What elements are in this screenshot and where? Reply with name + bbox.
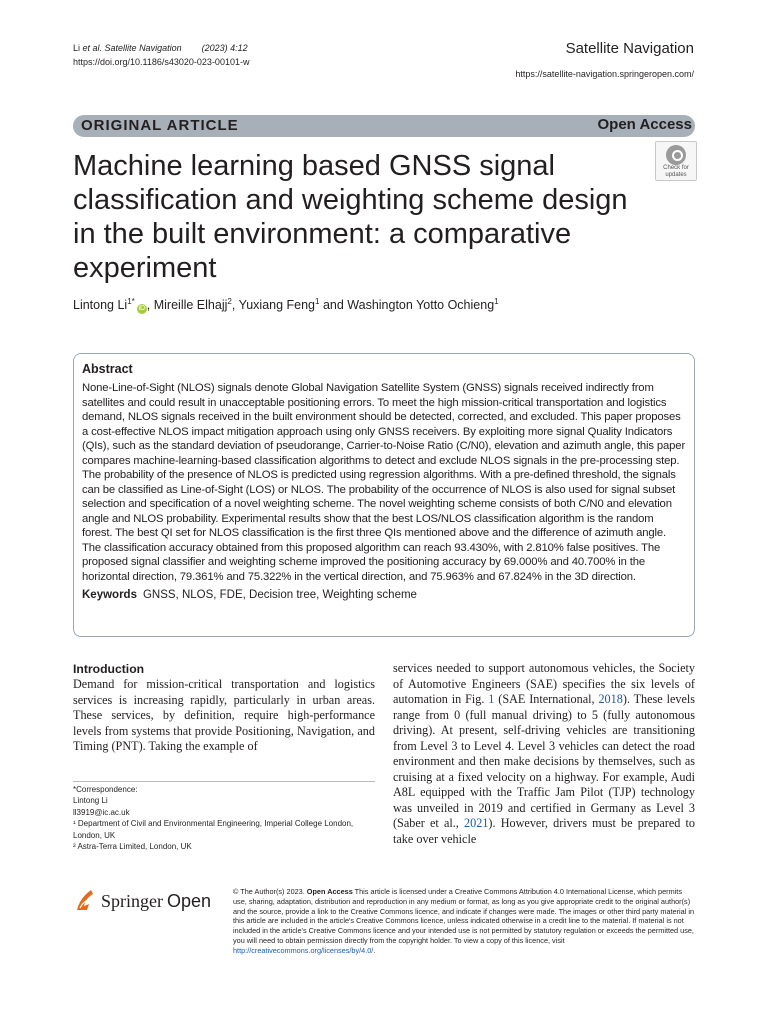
paper-title: Machine learning based GNSS signal classification and weighting scheme design in the built environment: a comparative experiment xyxy=(73,150,628,284)
license-text: © The Author(s) 2023. Open Access This article is licensed under a Creative Commons Attribution 4.0 International License, which permits use, sharing, adaptation, distribution and reproduction in any medium or format, as long as you give appropriate credit to the original author(s) and the source, provide a link to the Creative Commons licence, and indicate if changes were made. The images or other third party material in this article are included in the article's Creative Commons licence, unless indicated otherwise in a credit line to the material. If material is not included in the article's Creative Commons licence and your intended use is not permitted by statutory regulation or exceeds the permitted use, you will need to obtain permission directly from the copyright holder. To view a copy of this licence, visit http://creativecommons.org/licenses/by/4.0/. xyxy=(233,887,695,955)
article-type-banner xyxy=(73,115,695,137)
abstract-box xyxy=(73,353,695,637)
affiliation-2: ² Astra-Terra Limited, London, UK xyxy=(73,842,192,852)
author-name[interactable]: Mireille Elhajj xyxy=(153,298,228,313)
reference-link[interactable]: 2018 xyxy=(598,692,623,706)
author-list: Lintong $Li^{1*}iD$ , Mireille Elhajj$^2$, Yuxiang Feng$^1$ and Washington Yotto Ochieng$^1$ xyxy=(73,297,499,313)
publisher-name: Springer xyxy=(101,891,163,911)
keywords-label: Keywords xyxy=(82,589,137,601)
springer-horse-icon xyxy=(73,886,97,914)
figure-link[interactable]: 1 xyxy=(488,692,495,706)
citation-authors: Li xyxy=(73,43,81,53)
footnotes: *Correspondence: Lintong Li ll3919@ic.ac.uk ¹ Department of Civil and Environmental Engineering, Imperial College London, London, UK ² Astra-Terra Limited, London, UK xyxy=(73,784,375,852)
citation-journal: et al. Satellite Navigation xyxy=(82,43,182,53)
footnote-divider xyxy=(73,781,375,782)
abstract-text: None-Line-of-Sight (NLOS) signals denote Global Navigation Satellite System (GNSS) signals received indirectly from satellites and could result in unacceptable positioning errors. To meet the high mission-critical transportation and logistics demand, NLOS signals received in the built environment should be detected, corrected, and excluded. This paper proposes a cost-effective NLOS impact mitigation approach using only GNSS receivers. By exploiting more signal Quality Indicators (QIs), such as the standard deviation of pseudorange, Carrier-to-Noise Ratio (C/N0), elevation and azimuth angle, this paper compares machine-learning-based classification algorithms to detect and exclude NLOS signals in the pre-processing step. The probability of the presence of NLOS is predicted using regression algorithms. With a pre-defined threshold, the signals can be classified as Line-of-Sight (LOS) or NLOS. The probability of the occurrence of NLOS is also used for signal subset selection and specification of a novel weighting scheme. The novel weighting scheme consists of both C/N0 and elevation angle and NLOS probability. Experimental results show that the best LOS/NLOS classification algorithm is the random forest. The best QI set for NLOS classification is the first three QIs mentioned above and the difference of azimuth angle. The classification accuracy obtained from this proposed algorithm can reach 93.430%, with 2.810% false positives. The proposed signal classifier and weighting scheme improved the positioning accuracy by 69.000% and 40.700% in the horizontal direction, 79.361% and 75.322% in the vertical direction, and 75.963% and 67.824% in the 3D direction. xyxy=(82,382,686,583)
intro-heading: Introduction xyxy=(73,662,145,676)
author-name[interactable]: Washington Yotto Ochieng xyxy=(347,298,495,313)
citation-header xyxy=(73,41,249,69)
journal-name: Satellite Navigation xyxy=(565,40,694,57)
abstract-heading: Abstract xyxy=(82,362,133,376)
author-name[interactable]: Lintong Li xyxy=(73,298,128,313)
open-access-label: Open Access xyxy=(597,116,692,133)
intro-left-text: Demand for mission-critical transportation and logistics services is increasing rapidly, particularly in urban areas. These services, by definition, require high-performance levels from systems that provide Positioning, Navigation, and Timing (PNT). Taking the example of xyxy=(73,677,375,753)
journal-header xyxy=(515,40,694,81)
article-type: ORIGINAL ARTICLE xyxy=(81,117,239,134)
affiliation-1: ¹ Department of Civil and Environmental Engineering, Imperial College London, London, UK xyxy=(73,819,354,840)
keywords-list: GNSS, NLOS, FDE, Decision tree, Weighting scheme xyxy=(142,589,417,601)
check-for-updates-button[interactable] xyxy=(655,141,697,181)
publisher-open: Open xyxy=(167,891,212,911)
check-updates-icon xyxy=(666,145,686,165)
check-updates-label: Check for updates xyxy=(663,165,689,178)
orcid-icon[interactable]: iD xyxy=(138,305,146,313)
license-link[interactable]: http://creativecommons.org/licenses/by/4.0/ xyxy=(233,945,374,955)
author-name[interactable]: Yuxiang Feng xyxy=(238,298,316,313)
citation-year: (2023) 4:12 xyxy=(201,43,248,53)
journal-url[interactable]: https://satellite-navigation.springeropen.com/ xyxy=(515,69,694,79)
keywords xyxy=(82,589,686,601)
correspondence-email[interactable]: ll3919@ic.ac.uk xyxy=(73,807,130,817)
intro-left-column xyxy=(73,661,375,755)
intro-right-column: services needed to support autonomous vehicles, the Society of Automotive Engineers (SAE) specifies the six levels of automation in Fig. 1 (SAE International, 2018). These levels range from 0 (full manual driving) to 5 (fully autonomous driving). At present, self-driving vehicles are transitioning from Level 3 to Level 4. Level 3 vehicles can detect the road environment and then make decisions by themselves, such as cruising at a fixed velocity on a highway. For example, Audi A8L equipped with the Traffic Jam Pilot (TJP) technology was unveiled in 2019 and certified in Germany as Level 3 (Saber et al., 2021). However, drivers must be prepared to take over vehicle xyxy=(393,661,695,846)
reference-link[interactable]: 2021 xyxy=(464,816,489,830)
doi-link[interactable]: https://doi.org/10.1186/s43020-023-00101-w xyxy=(73,57,250,67)
